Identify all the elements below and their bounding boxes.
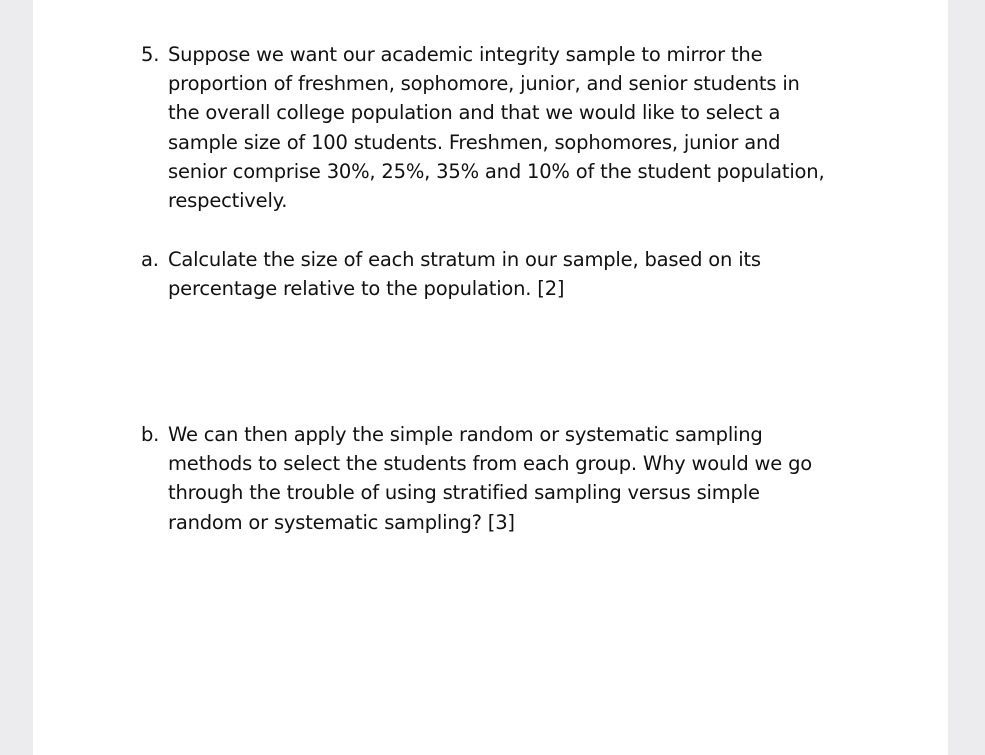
question-part-a: [141, 245, 841, 303]
question-5-line: proportion of freshmen, sophomore, junior, and senior students in: [168, 72, 800, 96]
part-b-line: We can then apply the simple random or systematic sampling: [168, 423, 763, 446]
part-a-marker: a.: [141, 248, 159, 271]
part-a-line: Calculate the size of each stratum in our sample, based on its: [168, 248, 761, 271]
part-b-text: [168, 420, 841, 537]
question-5-line: senior comprise 30%, 25%, 35% and 10% of the student population,: [168, 159, 825, 183]
part-b-line: random or systematic sampling? [3]: [168, 510, 515, 534]
part-b-line: methods to select the students from each group. Why would we go: [168, 452, 812, 476]
question-5-line: respectively.: [168, 189, 288, 213]
question-5-line: sample size of 100 students. Freshmen, sophomores, junior and: [168, 130, 781, 154]
question-5-text: [168, 40, 841, 215]
question-5-line: the overall college population and that we would like to select a: [168, 101, 781, 125]
part-b-marker: b.: [141, 423, 160, 446]
part-a-line: percentage relative to the population. [2]: [168, 277, 565, 301]
part-b-line: through the trouble of using stratified sampling versus simple: [168, 481, 760, 505]
question-part-b: [141, 420, 841, 537]
question-5: [141, 40, 841, 215]
question-5-line: Suppose we want our academic integrity sample to mirror the: [168, 43, 763, 66]
question-5-number: 5.: [141, 43, 160, 66]
document-page: [33, 0, 948, 755]
part-a-text: [168, 245, 841, 303]
